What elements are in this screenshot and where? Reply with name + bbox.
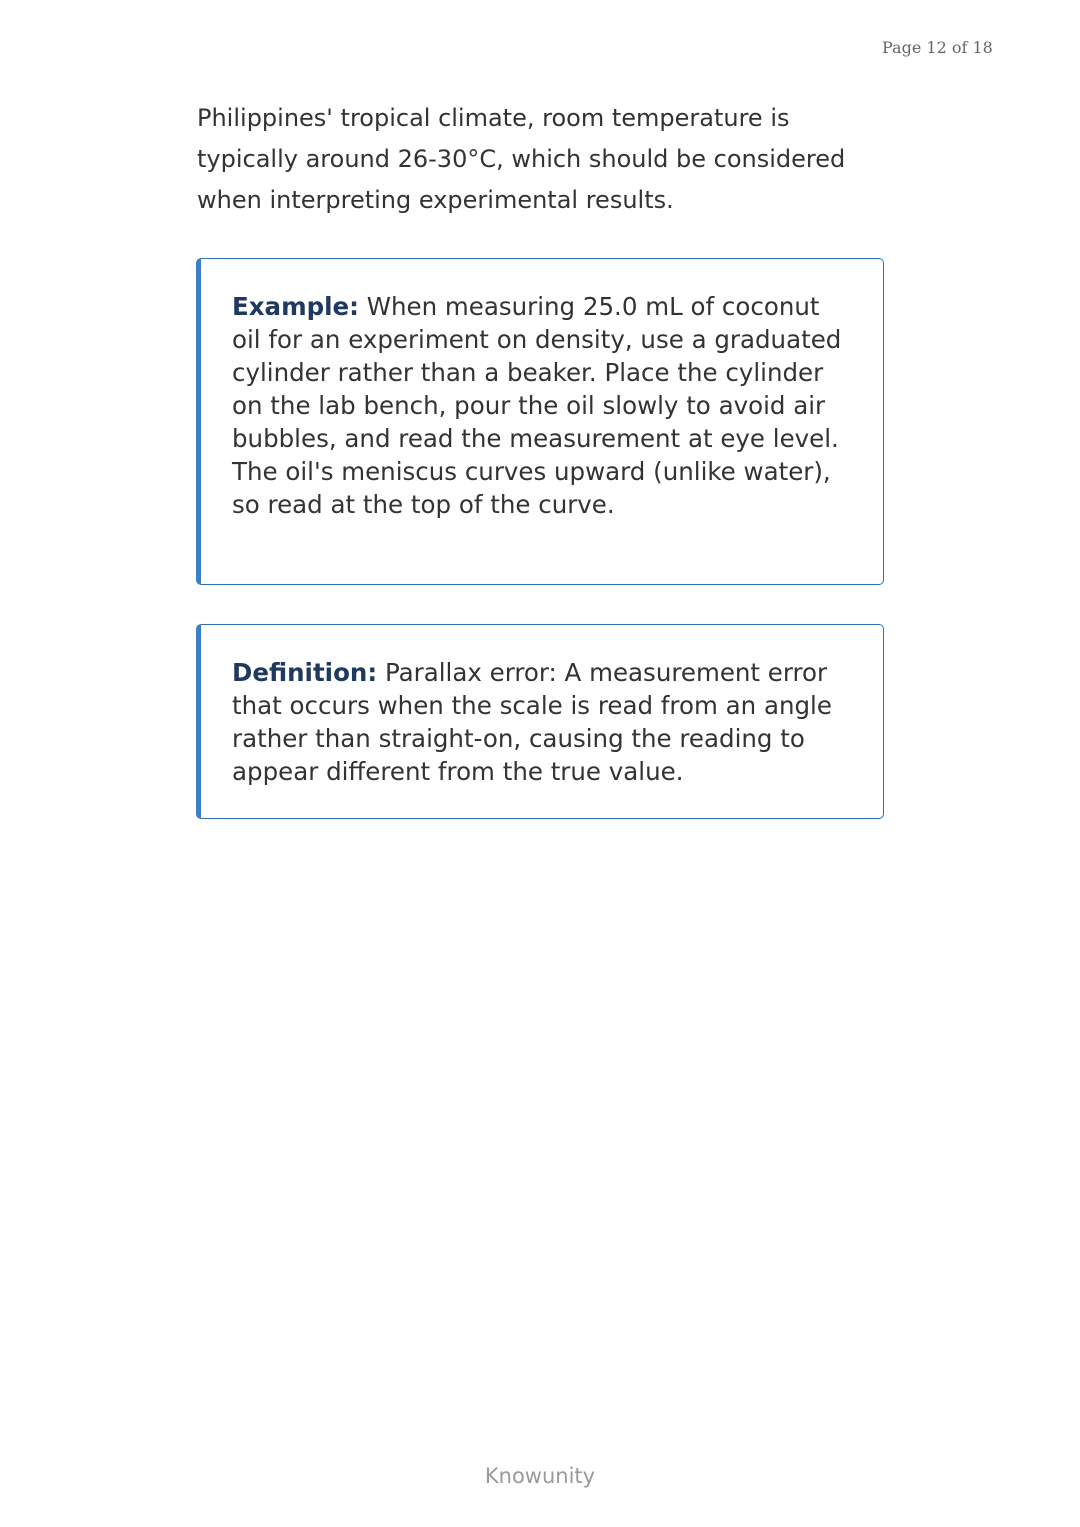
example-label: Example: xyxy=(232,292,359,321)
page-indicator: Page 12 of 18 xyxy=(882,38,993,57)
definition-content xyxy=(232,656,853,788)
example-text: When measuring 25.0 mL of coconut oil for an experiment on density, use a graduated cylinder rather than a beaker. Place the cylinder on the lab bench, pour the oil slowly to avoid air bubbles, and read the measurement at eye level. The oil's meniscus curves upward (unlike water), so read at the top of the curve. xyxy=(232,292,842,519)
definition-callout xyxy=(196,624,884,819)
example-callout xyxy=(196,258,884,585)
example-content xyxy=(232,290,853,521)
footer-brand: Knowunity xyxy=(484,1464,596,1488)
definition-text: Parallax error: A measurement error that occurs when the scale is read from an angle rather than straight-on, causing the reading to appear different from the true value. xyxy=(232,658,832,786)
definition-label: Definition: xyxy=(232,658,378,687)
intro-paragraph: Philippines' tropical climate, room temperature is typically around 26-30°C, which should be considered when interpreting experimental results. xyxy=(197,104,846,214)
